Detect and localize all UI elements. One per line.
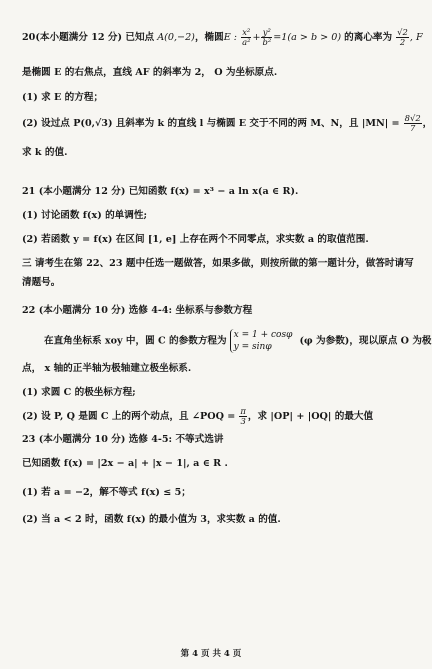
q20-part2 — [22, 113, 432, 133]
q22-line2: 点， x 轴的正半轴为极轴建立极坐标系. — [22, 363, 192, 374]
q20-mn-frac: $\frac{8√2}{7}$ — [404, 113, 421, 133]
q20-ecc-frac: $\frac{√2}{2}$ — [397, 27, 408, 47]
q22-intro-a: 在直角坐标系 xoy 中，圆 C 的参数方程为 — [44, 335, 227, 347]
q21-part1: (1) 讨论函数 f(x) 的单调性; — [22, 210, 147, 221]
q22-intro — [44, 329, 432, 353]
q22-heading: 22 (本小题满分 10 分) 选修 4-4: 坐标系与参数方程 — [22, 305, 253, 316]
section3-line1: 三 请考生在第 22、23 题中任选一题做答，如果多做，则按所做的第一题计分，做答时请写 — [22, 258, 414, 269]
q22-part2-a: (2) 设 P, Q 是圆 C 上的两个动点，且 ∠POQ = — [22, 411, 236, 422]
q20-mid: ，椭圆 — [194, 32, 224, 43]
section3-line2: 清题号。 — [22, 277, 61, 288]
q23-part1: (1) 若 a = −2，解不等式 f(x) ≤ 5； — [22, 487, 191, 498]
q20-part2-line2: 求 k 的值. — [22, 147, 68, 158]
q20-line2: 是椭圆 E 的右焦点，直线 AF 的斜率为 2， O 为坐标原点. — [22, 67, 278, 78]
q22-angle-frac: $\frac{\pi}{3}$ — [240, 406, 246, 426]
q22-part2-b: ，求 |OP| + |OQ| 的最大值 — [247, 411, 374, 422]
q22-param-system: x = 1 + cosφ y = sinφ — [230, 329, 293, 353]
q22-intro-b: (φ 为参数)，现以原点 O 为极 — [299, 335, 432, 347]
q21-part2: (2) 若函数 y = f(x) 在区间 [1, e] 上存在两个不同零点，求实数 a 的取值范围. — [22, 234, 369, 245]
q20-frac-y: $\frac{\text{y²}}{\text{b²}}$ — [262, 27, 272, 47]
q20-part1: (1) 求 E 的方程； — [22, 92, 104, 103]
q20-plus: + — [252, 32, 261, 43]
q20-eq-tail: =1(a > b > 0) — [273, 32, 342, 43]
q23-part2: (2) 当 a < 2 时，函数 f(x) 的最小值为 3，求实数 a 的值. — [22, 514, 281, 525]
q22-part1: (1) 求圆 C 的极坐标方程; — [22, 387, 136, 398]
q20-frac-x: $\frac{\text{x²}}{\text{a²}}$ — [242, 27, 251, 47]
q20-part2-text: (2) 设过点 P(0,√3) 且斜率为 k 的直线 l 与椭圆 E 交于不同的两 M、N，且 |MN| = — [22, 118, 400, 129]
q20-head: 20(本小题满分 12 分) 已知点 — [22, 32, 155, 43]
q20-part2-end: ， — [422, 118, 432, 129]
q23-heading: 23 (本小题满分 10 分) 选修 4-5: 不等式选讲 — [22, 434, 224, 445]
q20-point-a: A(0,−2) — [157, 32, 195, 43]
q20-ecc-text: 的离心率为 — [344, 32, 393, 43]
q20-ellipse-name: E : — [223, 32, 238, 43]
page-footer: 第 4 页 共 4 页 — [180, 649, 242, 659]
q22-part2 — [22, 407, 408, 426]
q20-heading — [22, 27, 423, 47]
q20-tail: , F — [409, 32, 423, 43]
q23-given: 已知函数 f(x) = |2x − a| + |x − 1|, a ∈ R . — [22, 458, 228, 469]
q21-heading: 21 (本小题满分 12 分) 已知函数 f(x) = x³ − a ln x(a ∈ R). — [22, 186, 299, 197]
